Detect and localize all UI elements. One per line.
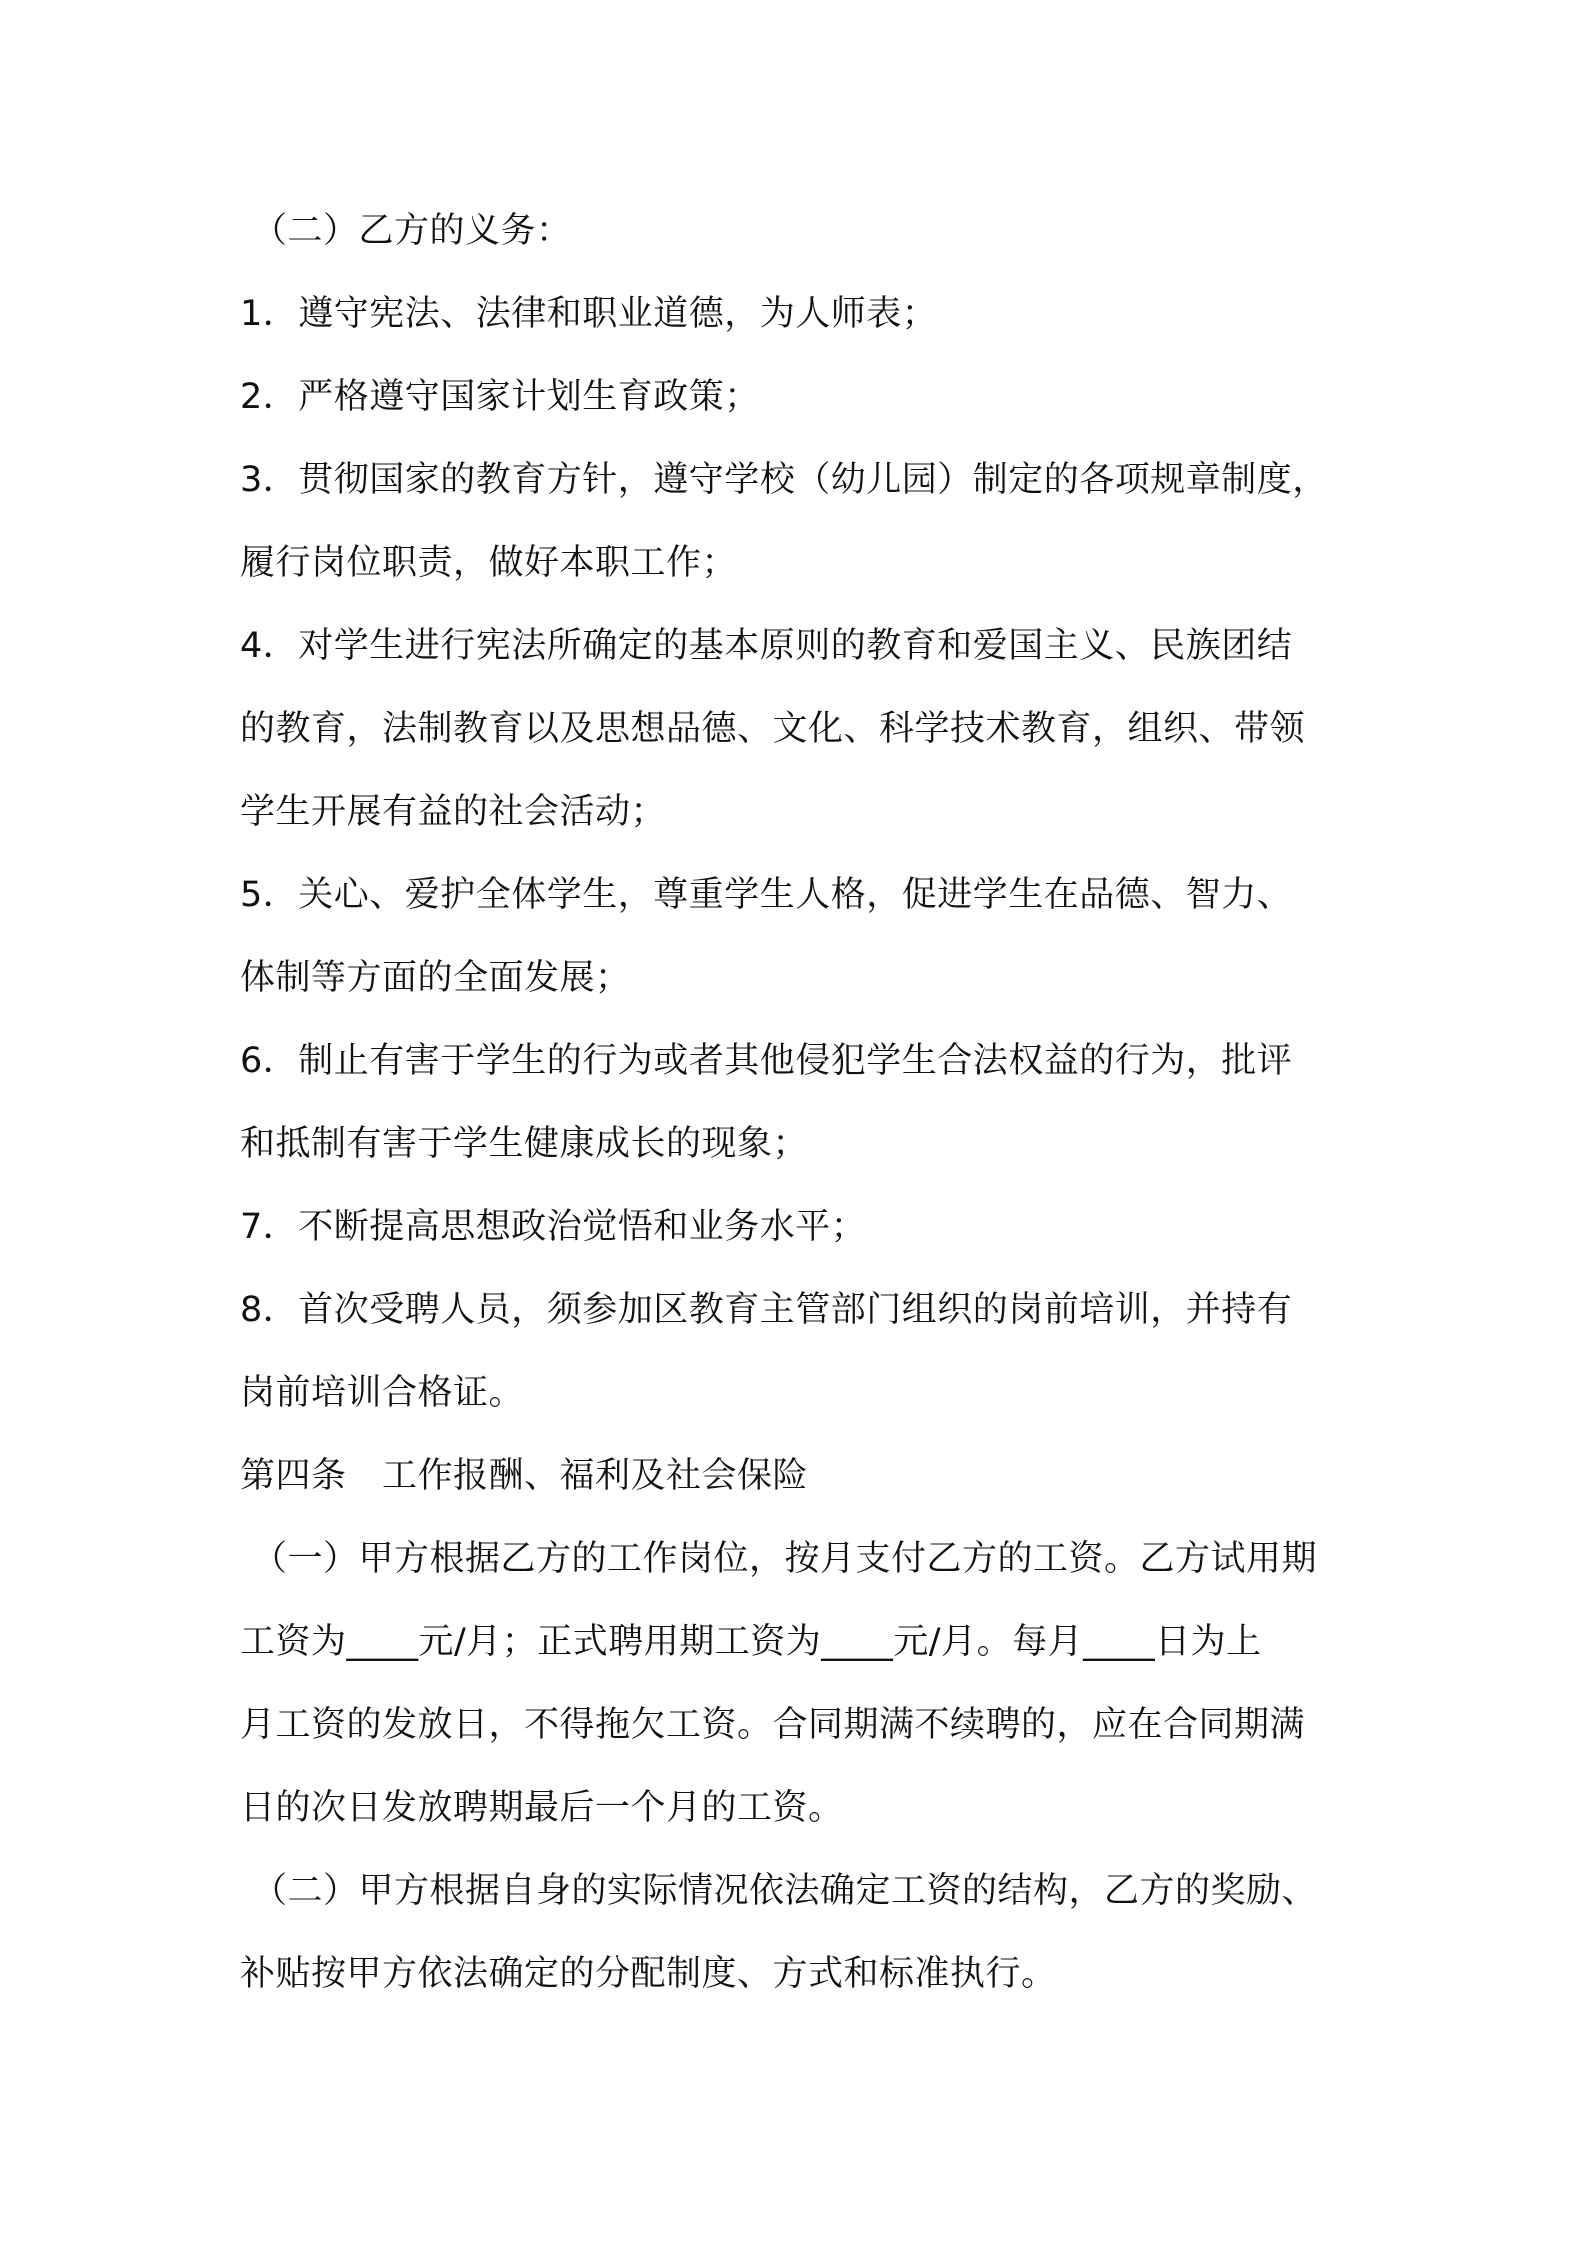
duty-item-7: 7．不断提高思想政治觉悟和业务水平；	[240, 1207, 867, 1247]
article-4-clause-2-line-1: （二）甲方根据自身的实际情况依法确定工资的结构，乙方的奖励、	[252, 1871, 1318, 1911]
section-heading-party-b-duties: （二）乙方的义务：	[252, 211, 572, 251]
duty-item-4-line-1: 4．对学生进行宪法所确定的基本原则的教育和爱国主义、民族团结	[240, 626, 1293, 666]
article-4-heading: 第四条 工作报酬、福利及社会保险	[240, 1456, 809, 1496]
duty-item-8-line-1: 8．首次受聘人员，须参加区教育主管部门组织的岗前培训，并持有	[240, 1290, 1293, 1330]
duty-item-1: 1．遵守宪法、法律和职业道德，为人师表；	[240, 294, 938, 334]
duty-item-3-line-2: 履行岗位职责，做好本职工作；	[240, 543, 738, 583]
duty-item-3-line-1: 3．贯彻国家的教育方针，遵守学校（幼儿园）制定的各项规章制度，	[240, 460, 1328, 500]
duty-item-4-line-3: 学生开展有益的社会活动；	[240, 792, 667, 832]
duty-item-6-line-2: 和抵制有害于学生健康成长的现象；	[240, 1124, 809, 1164]
duty-item-8-line-2: 岗前培训合格证。	[240, 1373, 525, 1413]
article-4-clause-1-line-4: 日的次日发放聘期最后一个月的工资。	[240, 1788, 844, 1828]
duty-item-5-line-1: 5．关心、爱护全体学生，尊重学生人格，促进学生在品德、智力、	[240, 875, 1293, 915]
duty-item-2: 2．严格遵守国家计划生育政策；	[240, 377, 760, 417]
article-4-clause-1-line-2: 工资为____元/月；正式聘用期工资为____元/月。每月____日为上	[240, 1622, 1262, 1662]
article-4-clause-2-line-2: 补贴按甲方依法确定的分配制度、方式和标准执行。	[240, 1954, 1057, 1994]
article-4-clause-1-line-1: （一）甲方根据乙方的工作岗位，按月支付乙方的工资。乙方试用期	[252, 1539, 1318, 1579]
duty-item-6-line-1: 6．制止有害于学生的行为或者其他侵犯学生合法权益的行为，批评	[240, 1041, 1293, 1081]
duty-item-5-line-2: 体制等方面的全面发展；	[240, 958, 631, 998]
duty-item-4-line-2: 的教育，法制教育以及思想品德、文化、科学技术教育，组织、带领	[240, 709, 1306, 749]
article-4-clause-1-line-3: 月工资的发放日，不得拖欠工资。合同期满不续聘的，应在合同期满	[240, 1705, 1306, 1745]
